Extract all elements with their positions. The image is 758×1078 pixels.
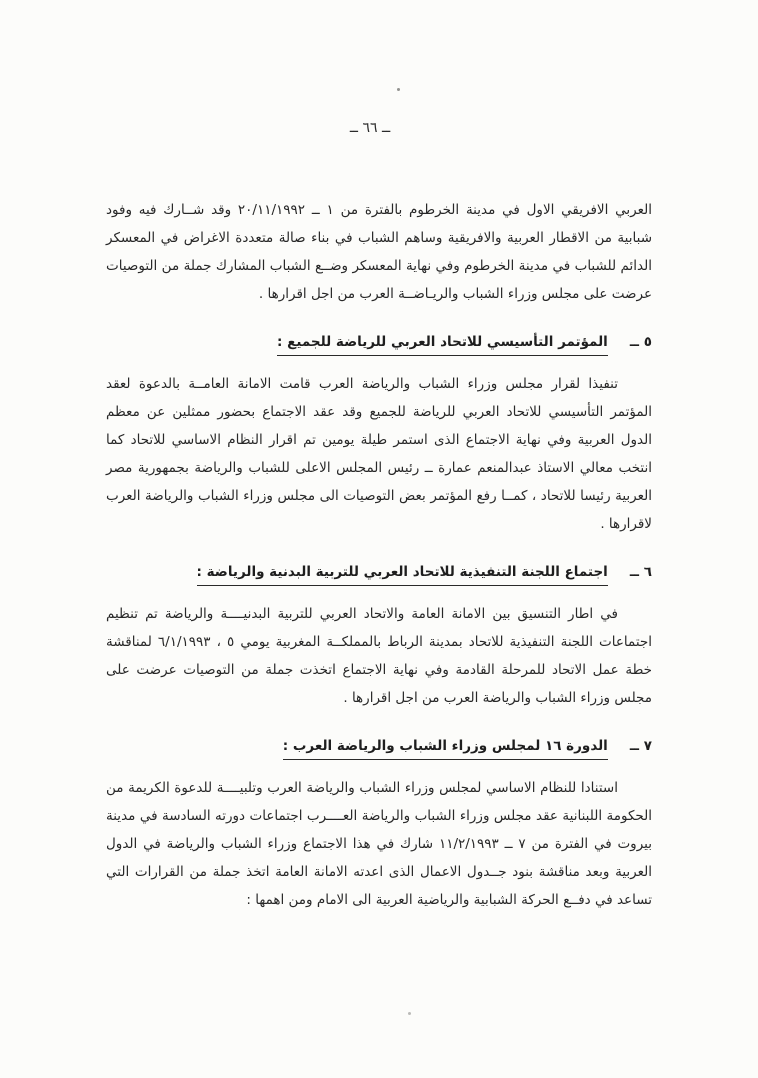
section-6-heading xyxy=(106,558,652,586)
paragraph-intro-continuation: العربي الافريقي الاول في مدينة الخرطوم بالفترة من ١ ــ ٢٠/١١/١٩٩٢ وقد شــارك فيه وفود شبابية من الاقطار العربية والافريقية وساهم الشباب في بناء صالة متعددة الاغراض في المعسكر الدائم للشباب في مدينة الخرطوم وفي نهاية المعسكر وضــع الشباب المشارك جملة من التوصيات عرضت على مجلس وزراء الشباب والريـاضــة العرب من اجل اقرارها . xyxy=(106,202,652,302)
page-number: ــ ٦٦ ــ xyxy=(349,120,391,136)
section-5-title: المؤتمر التأسيسي للاتحاد العربي للرياضة للجميع : xyxy=(277,334,608,356)
section-7-title: الدورة ١٦ لمجلس وزراء الشباب والرياضة العرب : xyxy=(283,738,608,760)
document-content xyxy=(106,196,652,914)
section-5-body: تنفيذا لقرار مجلس وزراء الشباب والرياضة العرب قامت الامانة العامــة بالدعوة لعقد المؤتمر التأسيسي للاتحاد العربي للرياضة للجميع وقد عقد الاجتماع بحضور ممثلين عن معظم الدول العربية وفي نهاية الاجتماع الذى استمر طيلة يومين تم اقرار النظام الاساسي للاتحاد كما انتخب معالي الاستاذ عبدالمنعم عمارة ــ رئيس المجلس الاعلى للشباب والرياضة بجمهورية مصر العربية رئيسا للاتحاد ، كمــا رفع المؤتمر بعض التوصيات الى مجلس وزراء الشباب والرياضة العرب لاقرارها . xyxy=(106,376,652,532)
section-6-body: في اطار التنسيق بين الامانة العامة والاتحاد العربي للتربية البدنيــــة والرياضة تم تنظيم اجتماعات اللجنة التنفيذية للاتحاد بمدينة الرباط بالمملكــة المغربية يومي ٥ ، ٦/١/١٩٩٣ لمناقشة خطة عمل الاتحاد للمرحلة القادمة وفي نهاية الاجتماع اتخذت جملة من التوصيات عرضت على مجلس وزراء الشباب والرياضة العرب من اجل اقرارها . xyxy=(106,606,652,706)
section-6-title: اجتماع اللجنة التنفيذية للاتحاد العربي للتربية البدنية والرياضة : xyxy=(197,564,608,586)
section-5-number: ٥ ــ xyxy=(629,334,652,350)
section-7 xyxy=(106,732,652,914)
section-7-body: استنادا للنظام الاساسي لمجلس وزراء الشباب والرياضة العرب وتلبيــــة للدعوة الكريمة من الحكومة اللبنانية عقد مجلس وزراء الشباب والرياضة العــــرب اجتماعات دورته السادسة في مدينة بيروت في الفترة من ٧ ــ ١١/٢/١٩٩٣ شارك في هذا الاجتماع وزراء الشباب والرياضة في الدول العربية وبعد مناقشة بنود جــدول الاعمال الذى اعدته الامانة العامة اتخذ جملة من القرارات التي تساعد في دفــع الحركة الشبابية والرياضية العربية الى الامام ومن اهمها : xyxy=(106,780,652,908)
section-7-number: ٧ ــ xyxy=(629,738,652,754)
scan-speck xyxy=(408,1012,411,1015)
section-6-number: ٦ ــ xyxy=(629,564,652,580)
section-7-heading xyxy=(106,732,652,760)
scan-speck xyxy=(397,88,400,91)
section-5 xyxy=(106,328,652,538)
section-6 xyxy=(106,558,652,712)
section-5-heading xyxy=(106,328,652,356)
